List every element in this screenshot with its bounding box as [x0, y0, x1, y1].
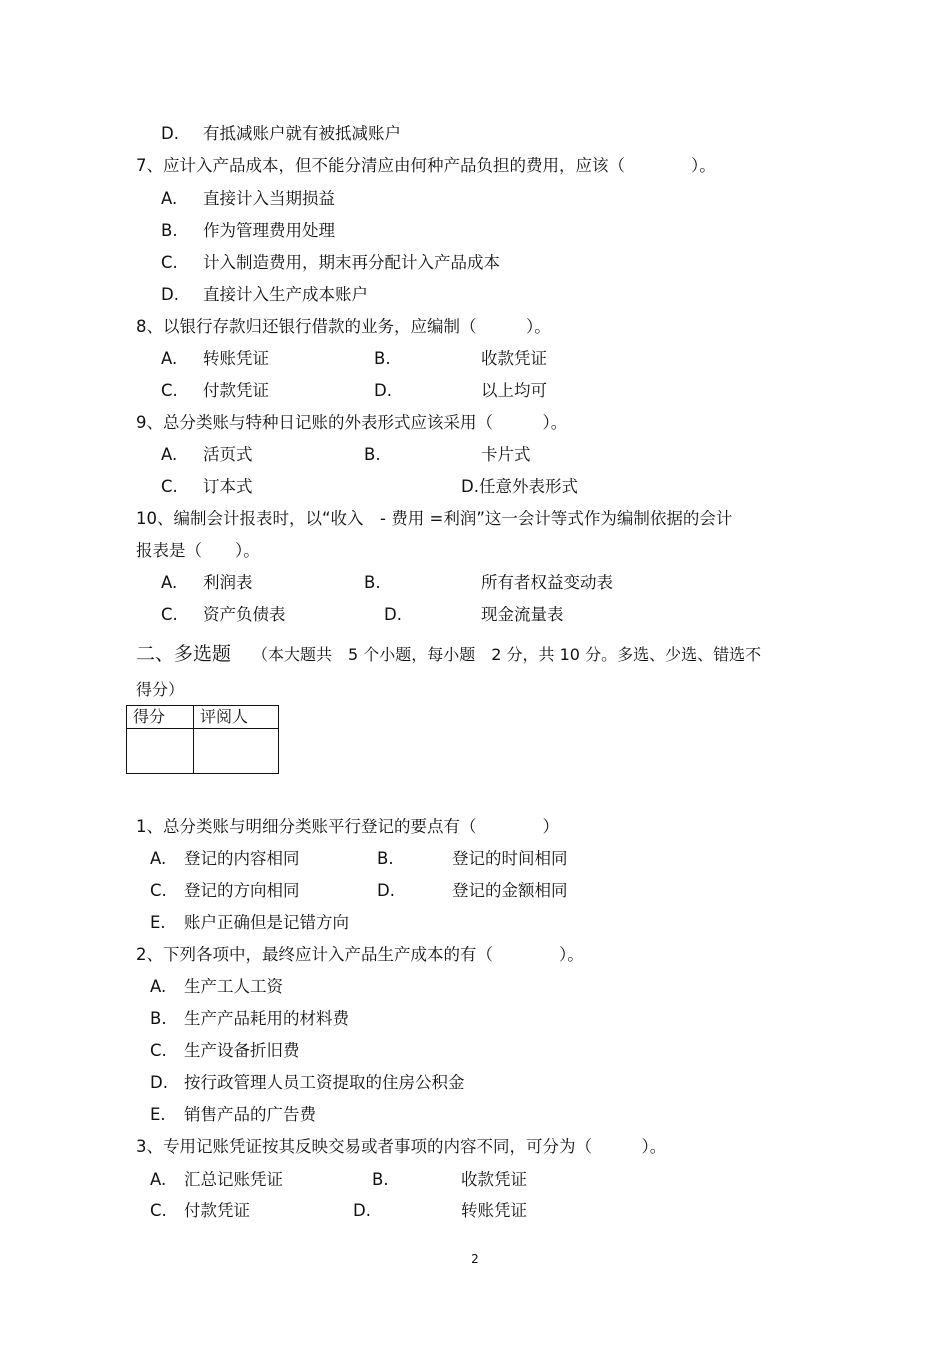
multi-question-3-stem: 3、专用记账凭证按其反映交易或者事项的内容不同，可分为（ ）。 — [136, 1137, 667, 1156]
option-letter: A. — [161, 445, 178, 464]
option-text: 登记的金额相同 — [452, 881, 568, 900]
option-letter: B. — [374, 349, 391, 368]
option-letter: C. — [161, 477, 178, 496]
option-letter: B. — [161, 221, 178, 240]
option-letter: D. — [384, 605, 402, 624]
question-9-stem: 9、总分类账与特种日记账的外表形式应该采用（ ）。 — [136, 413, 568, 432]
option-text: 生产产品耗用的材料费 — [184, 1009, 349, 1028]
option-letter: B. — [377, 849, 394, 868]
option-letter: D. — [377, 881, 395, 900]
option-letter: C. — [161, 381, 178, 400]
option-text: 计入制造费用，期末再分配计入产品成本 — [203, 253, 500, 272]
option-letter: B. — [364, 573, 381, 592]
option-text: 收款凭证 — [461, 1170, 527, 1189]
option-text: 有抵减账户就有被抵减账户 — [203, 124, 401, 143]
question-10-stem-cont: 报表是（ ）。 — [136, 541, 260, 560]
question-7-stem: 7、应计入产品成本，但不能分清应由何种产品负担的费用，应该（ ）。 — [136, 156, 716, 175]
option-text: 以上均可 — [481, 381, 547, 400]
option-text: 转账凭证 — [461, 1201, 527, 1220]
option-text: 登记的内容相同 — [184, 849, 300, 868]
option-letter: C. — [150, 1041, 167, 1060]
option-text: 现金流量表 — [481, 605, 564, 624]
score-label: 得分 — [127, 706, 194, 729]
option-text: 付款凭证 — [184, 1201, 250, 1220]
option-letter: D. — [150, 1073, 168, 1092]
option-letter: C. — [150, 881, 167, 900]
option-letter: D. — [374, 381, 392, 400]
option-letter: A. — [161, 349, 178, 368]
option-text: 直接计入生产成本账户 — [203, 285, 368, 304]
option-text: 转账凭证 — [203, 349, 269, 368]
option-letter: B. — [150, 1009, 167, 1028]
option-text: 生产工人工资 — [184, 977, 283, 996]
option-letter: D. — [353, 1201, 371, 1220]
option-letter: B. — [372, 1170, 389, 1189]
option-text: 生产设备折旧费 — [184, 1041, 300, 1060]
score-box — [126, 705, 279, 774]
option-text: 汇总记账凭证 — [184, 1170, 283, 1189]
option-letter: C. — [161, 605, 178, 624]
option-letter: D. — [161, 285, 179, 304]
option-text: 付款凭证 — [203, 381, 269, 400]
option-letter: A. — [150, 977, 167, 996]
option-letter: B. — [364, 445, 381, 464]
option-letter: A. — [150, 849, 167, 868]
question-8-stem: 8、以银行存款归还银行借款的业务，应编制（ ）。 — [136, 317, 551, 336]
option-text: 资产负债表 — [203, 605, 286, 624]
option-text: 卡片式 — [481, 445, 531, 464]
section-note-cont: 得分） — [136, 680, 185, 699]
option-letter: A. — [150, 1170, 167, 1189]
option-text: 按行政管理人员工资提取的住房公积金 — [184, 1073, 465, 1092]
option-letter: A. — [161, 189, 178, 208]
multi-question-1-stem: 1、总分类账与明细分类账平行登记的要点有（ ） — [136, 817, 559, 836]
option-letter: E. — [150, 913, 166, 932]
question-10-stem: 10、编制会计报表时，以“收入 - 费用 =利润”这一会计等式作为编制依据的会计 — [136, 509, 733, 528]
option-text: 活页式 — [203, 445, 253, 464]
option-text: 所有者权益变动表 — [481, 573, 613, 592]
section-note: （本大题共 5 个小题，每小题 2 分，共 10 分。多选、少选、错选不 — [252, 645, 762, 664]
option-letter: A. — [161, 573, 178, 592]
option-letter: D. — [161, 124, 179, 143]
option-text: 作为管理费用处理 — [203, 221, 335, 240]
option-text: 销售产品的广告费 — [184, 1105, 316, 1124]
reviewer-cell[interactable] — [194, 729, 279, 774]
option-text: 订本式 — [203, 477, 253, 496]
option-letter: E. — [150, 1105, 166, 1124]
option-text: 直接计入当期损益 — [203, 189, 335, 208]
section-title: 二、多选题 — [136, 643, 232, 665]
option-text: 登记的方向相同 — [184, 881, 300, 900]
option-text: 登记的时间相同 — [452, 849, 568, 868]
multi-question-2-stem: 2、下列各项中，最终应计入产品生产成本的有（ ）。 — [136, 945, 584, 964]
option-letter: C. — [161, 253, 178, 272]
score-cell[interactable] — [127, 729, 194, 774]
option-letter: C. — [150, 1201, 167, 1220]
reviewer-label: 评阅人 — [194, 706, 279, 729]
option-text: D.任意外表形式 — [461, 477, 578, 496]
option-text: 利润表 — [203, 573, 253, 592]
option-text: 收款凭证 — [481, 349, 547, 368]
page-number: 2 — [471, 1252, 479, 1266]
option-text: 账户正确但是记错方向 — [184, 913, 349, 932]
